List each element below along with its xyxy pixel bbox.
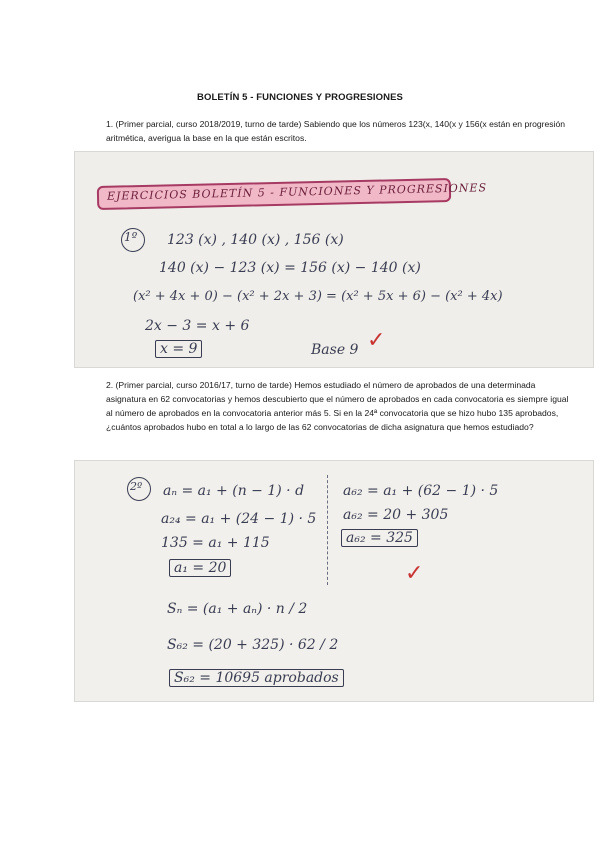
banner-text: EJERCICIOS BOLETÍN 5 - FUNCIONES Y PROGRESIONES	[106, 181, 488, 203]
divider-line	[327, 475, 328, 585]
handwritten-line: a₆₂ = a₁ + (62 − 1) · 5	[343, 483, 499, 499]
exercise-number: 2º	[130, 480, 143, 493]
handwritten-line: 123 (x) , 140 (x) , 156 (x)	[167, 232, 344, 248]
boxed-result: a₆₂ = 325	[341, 529, 418, 547]
check-mark-icon: ✓	[367, 328, 386, 353]
handwritten-line: S₆₂ = (20 + 325) · 62 / 2	[167, 637, 339, 653]
boxed-answer: x = 9	[155, 340, 202, 358]
handwritten-line: 140 (x) − 123 (x) = 156 (x) − 140 (x)	[159, 260, 421, 276]
photo-solution-1	[74, 151, 594, 368]
handwritten-line: 135 = a₁ + 115	[161, 535, 270, 551]
problem-1-text: 1. (Primer parcial, curso 2018/2019, turno de tarde) Sabiendo que los números 123(x, 140(x y 156(x están en progresión aritmética, averigua la base en la que están escritos.	[106, 119, 566, 143]
handwritten-line: a₂₄ = a₁ + (24 − 1) · 5	[161, 511, 317, 527]
check-mark-icon: ✓	[405, 561, 424, 586]
handwritten-line: (x² + 4x + 0) − (x² + 2x + 3) = (x² + 5x + 6) − (x² + 4x)	[133, 289, 503, 304]
handwritten-line: aₙ = a₁ + (n − 1) · d	[163, 483, 305, 499]
photo-solution-2	[74, 460, 594, 702]
boxed-result: a₁ = 20	[169, 559, 231, 577]
banner	[97, 178, 488, 210]
document-title: BOLETÍN 5 - FUNCIONES Y PROGRESIONES	[197, 92, 403, 103]
boxed-final-answer: S₆₂ = 10695 aprobados	[169, 669, 344, 687]
handwritten-line: Base 9	[311, 342, 359, 358]
handwritten-line: a₆₂ = 20 + 305	[343, 507, 449, 523]
exercise-number: 1º	[124, 230, 138, 244]
problem-2-text: 2. (Primer parcial, curso 2016/17, turno de tarde) Hemos estudiado el número de aprobados de una determinada asignatura en 62 convocatorias y hemos descubierto que el número de aprobados en cada convocatoria es siempre igual al número de aprobados en la convocatoria anterior más 5. Si en la 24ª convocatoria que se hizo hubo 135 aprobados, ¿cuántos aprobados hubo en total a lo largo de las 62 convocatorias de dicha asignatura que hemos estudiado?	[106, 380, 569, 432]
handwritten-line: Sₙ = (a₁ + aₙ) · n / 2	[167, 601, 308, 617]
handwritten-line: 2x − 3 = x + 6	[145, 318, 250, 334]
